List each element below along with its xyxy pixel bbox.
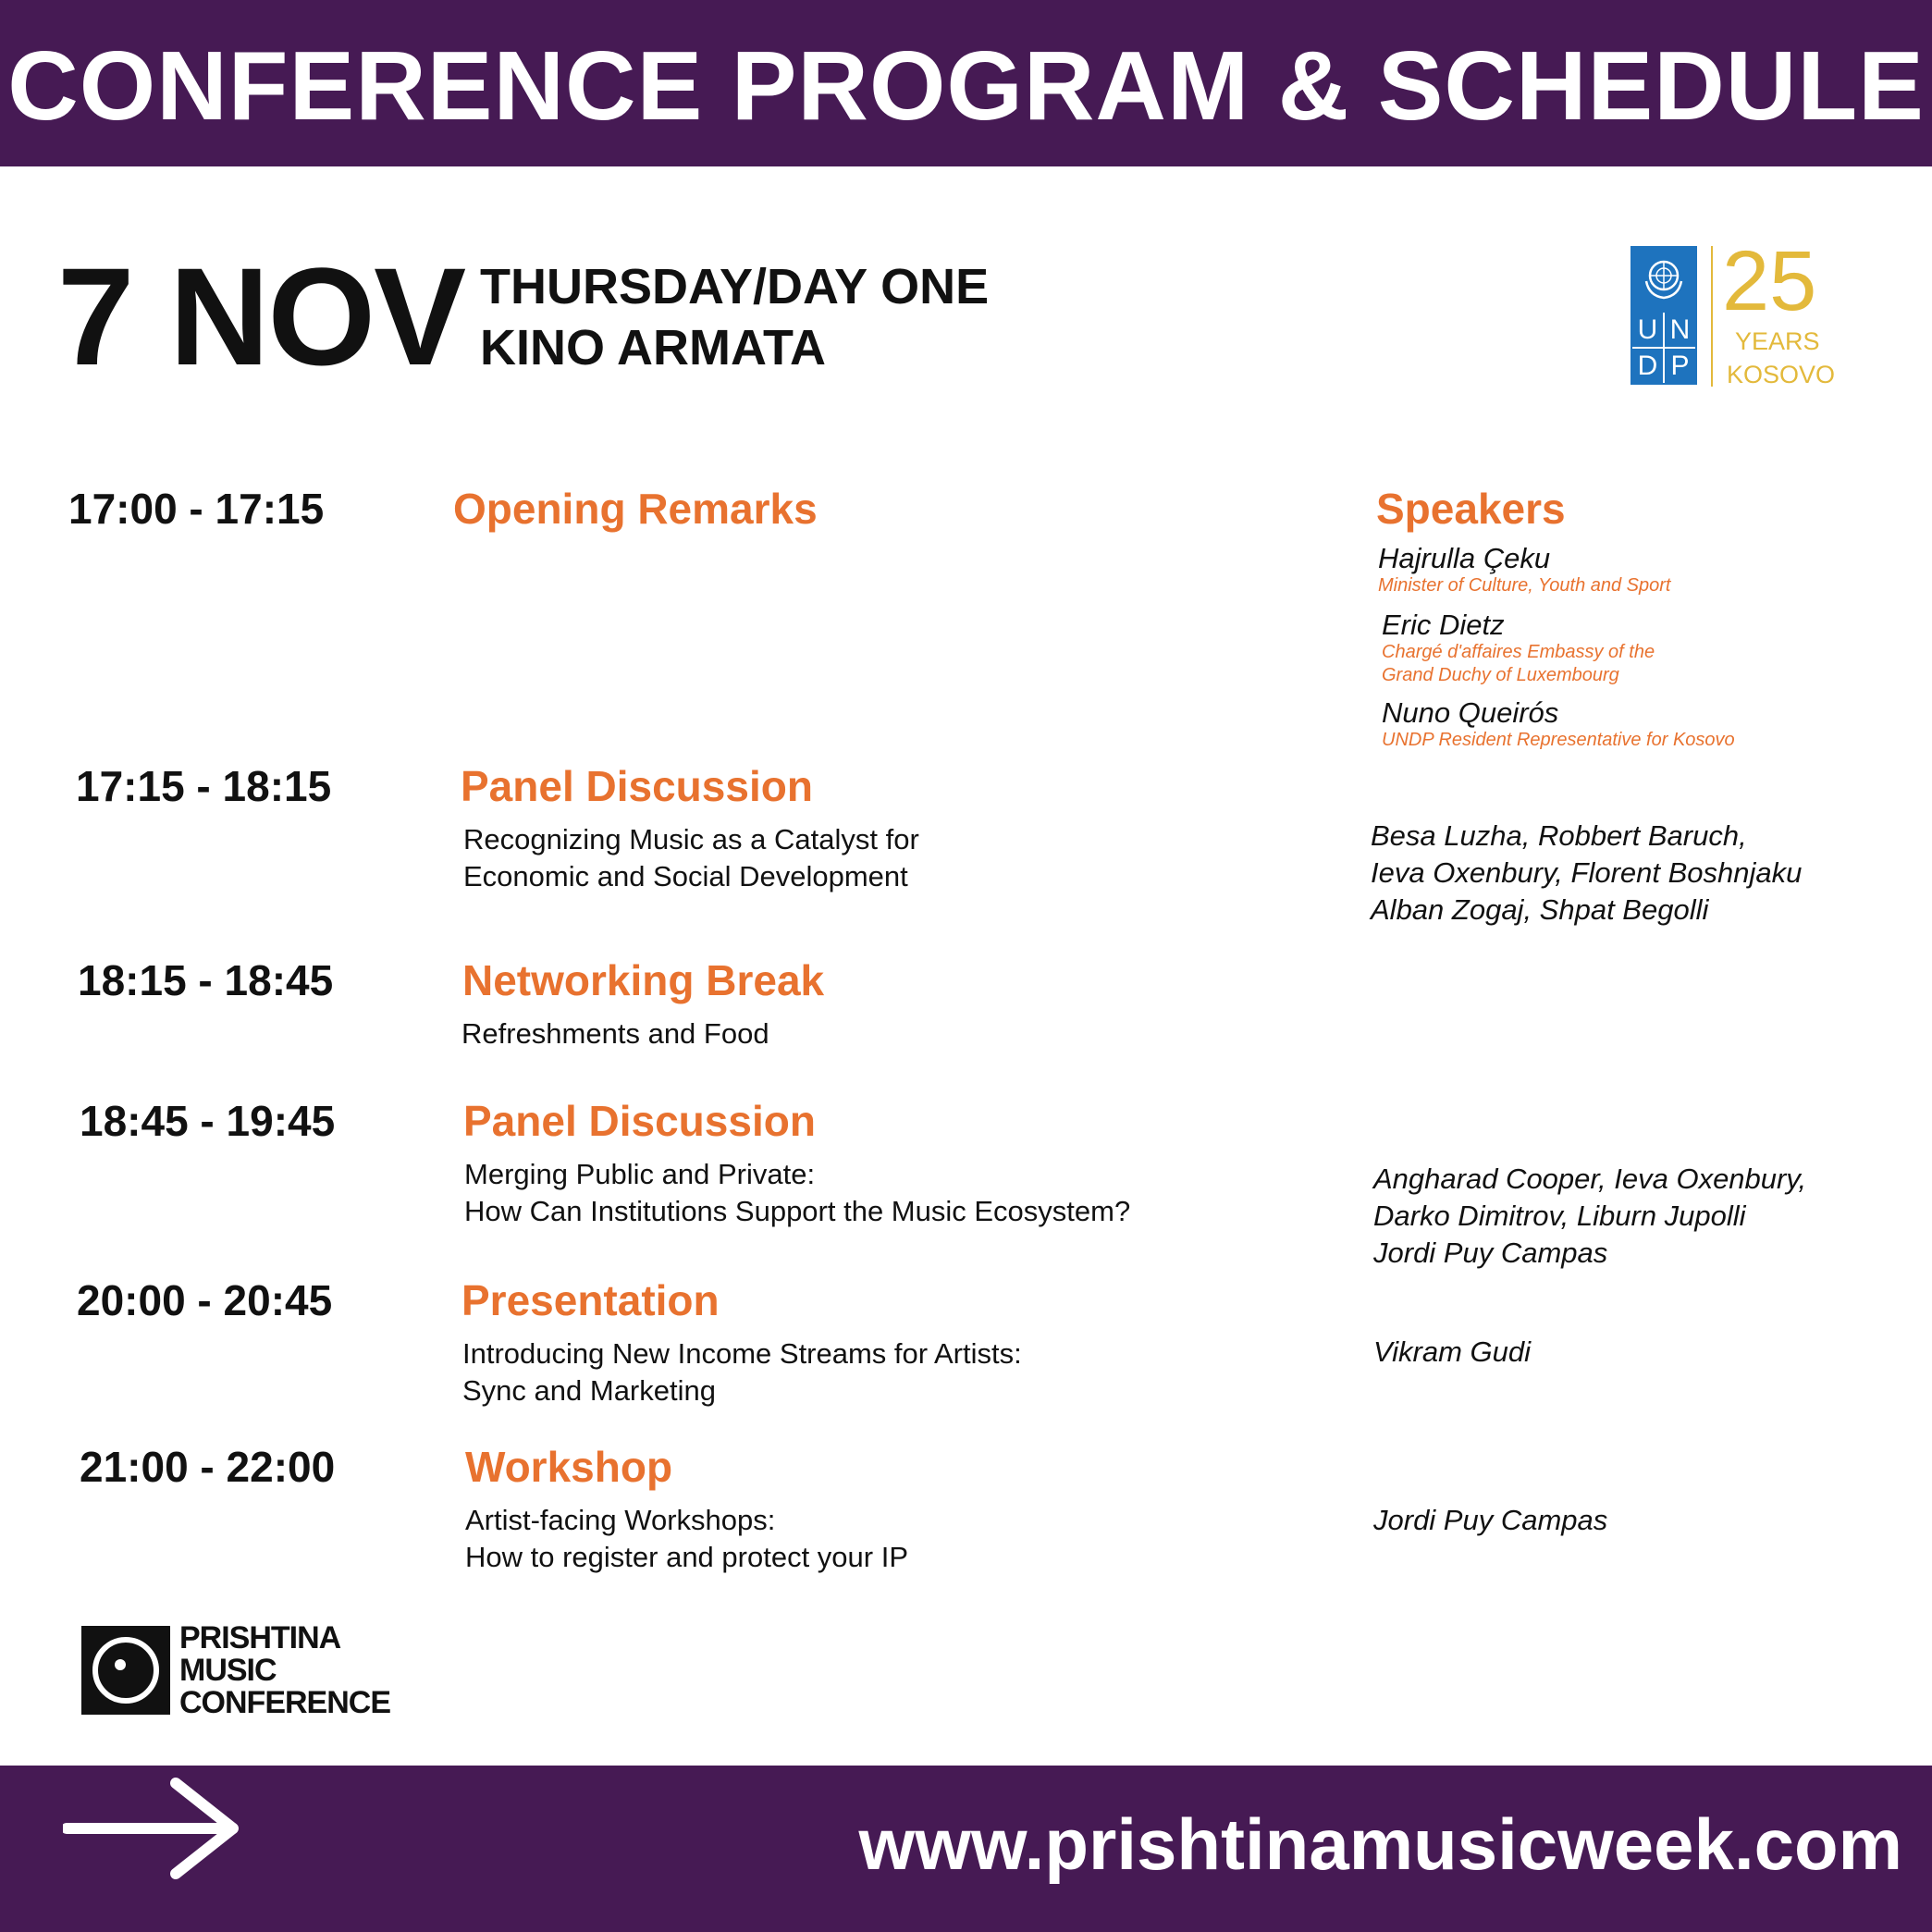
session-title: Networking Break	[462, 956, 825, 1004]
presenter-name: Vikram Gudi	[1373, 1335, 1531, 1368]
undp-letter: U	[1632, 313, 1663, 347]
session-title: Workshop	[465, 1443, 673, 1491]
speaker-role: UNDP Resident Representative for Kosovo	[1382, 730, 1735, 750]
session-description: How to register and protect your IP	[465, 1541, 909, 1573]
session-time: 18:45 - 19:45	[80, 1097, 336, 1145]
anniversary-number: 25	[1722, 234, 1817, 328]
presenter-name: Jordi Puy Campas	[1373, 1504, 1608, 1536]
undp-logo	[1631, 246, 1697, 385]
arrow-right-icon	[63, 1778, 248, 1879]
session-description: Artist-facing Workshops:	[465, 1504, 776, 1536]
speaker-role: Chargé d'affaires Embassy of the	[1382, 642, 1655, 662]
undp-letter: N	[1665, 313, 1695, 347]
session-time: 17:00 - 17:15	[68, 485, 325, 533]
speakers-heading: Speakers	[1376, 485, 1566, 533]
speaker-name: Nuno Queirós	[1382, 696, 1559, 729]
record-center	[115, 1659, 126, 1670]
pmc-logo-text: PRISHTINA	[179, 1620, 341, 1655]
session-time: 21:00 - 22:00	[80, 1443, 336, 1491]
un-emblem-icon	[1640, 253, 1688, 301]
session-description: Recognizing Music as a Catalyst for	[463, 823, 919, 855]
undp-letter: P	[1665, 349, 1695, 383]
pmc-logo-text: CONFERENCE	[179, 1685, 391, 1720]
session-description: Introducing New Income Streams for Artists:	[462, 1337, 1022, 1370]
day-label: THURSDAY/DAY ONE	[480, 259, 990, 314]
session-description: How Can Institutions Support the Music Ecosystem?	[464, 1195, 1131, 1227]
event-date: 7 NOV	[57, 239, 465, 394]
panelist-names: Ieva Oxenbury, Florent Boshnjaku	[1371, 856, 1803, 889]
session-title: Panel Discussion	[461, 762, 813, 810]
session-description: Economic and Social Development	[463, 860, 908, 892]
session-title: Opening Remarks	[453, 485, 818, 533]
website-url[interactable]: www.prishtinamusicweek.com	[858, 1803, 1902, 1885]
session-description: Refreshments and Food	[461, 1017, 769, 1050]
speaker-role: Minister of Culture, Youth and Sport	[1378, 575, 1671, 596]
undp-letter: D	[1632, 349, 1663, 383]
session-title: Panel Discussion	[463, 1097, 816, 1145]
panelist-names: Besa Luzha, Robbert Baruch,	[1371, 819, 1747, 852]
session-description: Sync and Marketing	[462, 1374, 716, 1407]
panelist-names: Jordi Puy Campas	[1373, 1237, 1608, 1269]
session-time: 17:15 - 18:15	[76, 762, 332, 810]
pmc-logo-mark	[81, 1626, 170, 1715]
session-description: Merging Public and Private:	[464, 1158, 816, 1190]
session-time: 20:00 - 20:45	[77, 1276, 333, 1324]
venue-label: KINO ARMATA	[480, 320, 826, 375]
logo-divider	[1711, 246, 1713, 387]
session-title: Presentation	[461, 1276, 720, 1324]
session-time: 18:15 - 18:45	[78, 956, 334, 1004]
page-title: CONFERENCE PROGRAM & SCHEDULE	[7, 31, 1925, 141]
record-icon	[92, 1637, 159, 1704]
panelist-names: Darko Dimitrov, Liburn Jupolli	[1373, 1200, 1746, 1232]
anniversary-years: YEARS	[1735, 327, 1820, 355]
speaker-name: Hajrulla Çeku	[1378, 542, 1551, 574]
speaker-role: Grand Duchy of Luxembourg	[1382, 665, 1619, 685]
anniversary-country: KOSOVO	[1727, 361, 1836, 388]
pmc-logo-text: MUSIC	[179, 1653, 277, 1688]
speaker-name: Eric Dietz	[1382, 609, 1505, 641]
panelist-names: Angharad Cooper, Ieva Oxenbury,	[1373, 1163, 1807, 1195]
panelist-names: Alban Zogaj, Shpat Begolli	[1371, 893, 1709, 926]
